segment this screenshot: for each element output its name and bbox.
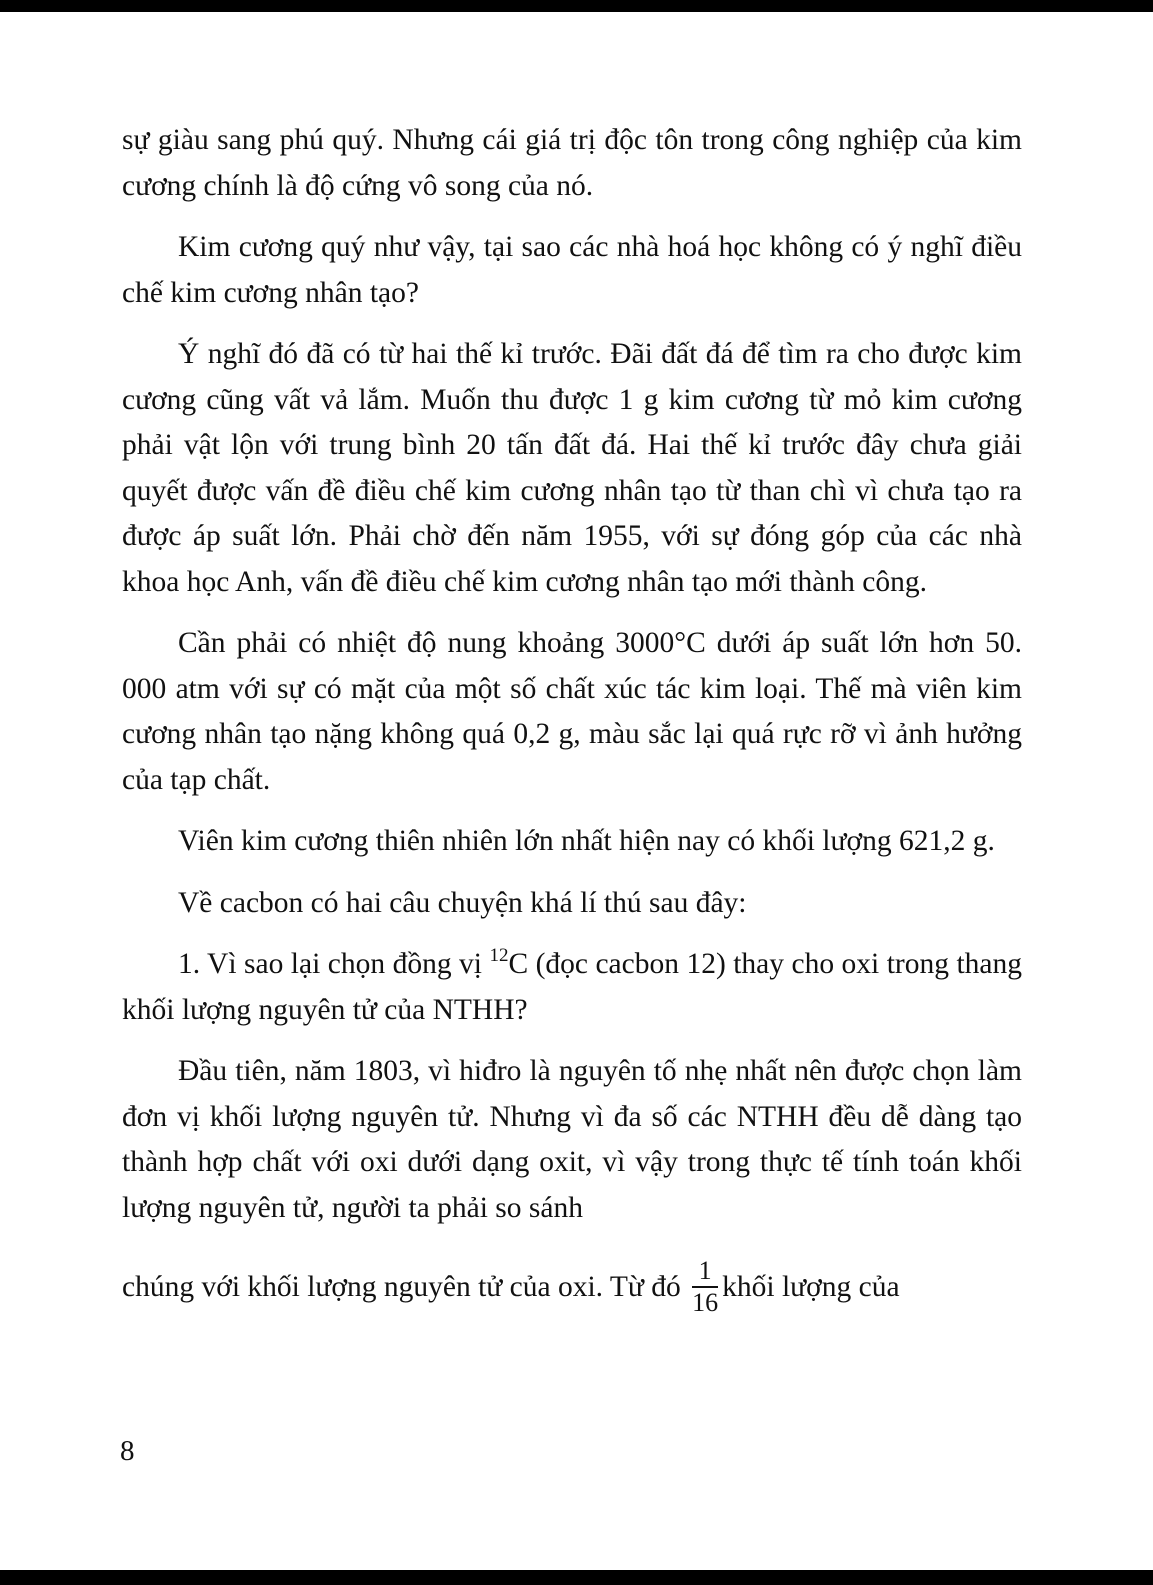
isotope-mass-number: 12 xyxy=(489,945,509,966)
page-number: 8 xyxy=(120,1435,135,1467)
paragraph-hydrogen-oxygen-history: Đầu tiên, năm 1803, vì hiđro là nguyên tố nhẹ nhất nên được chọn làm đơn vị khối lượng nguyên tử. Nhưng vì đa số các NTHH đều dễ dàng tạo thành hợp chất với oxi dưới dạng oxit, vì vậy trong thực tế tính toán khối lượng nguyên tử, người ta phải so sánh xyxy=(122,1055,1022,1224)
question-text-after: C (đọc cacbon 12) thay cho oxi trong thang khối lượng nguyên tử của NTHH? xyxy=(122,948,1022,1026)
paragraph-fraction-line xyxy=(122,1257,1022,1318)
paragraph-carbon-stories-intro: Về cacbon có hai câu chuyện khá lí thú sau đây: xyxy=(178,886,747,919)
scan-top-edge xyxy=(0,0,1153,12)
paragraph-largest-diamond: Viên kim cương thiên nhiên lớn nhất hiện nay có khối lượng 621,2 g. xyxy=(178,825,995,857)
paragraph-question-synthetic-diamond: Kim cương quý như vậy, tại sao các nhà hoá học không có ý nghĩ điều chế kim cương nhân tạo? xyxy=(122,231,1022,309)
question-text-before: 1. Vì sao lại chọn đồng vị xyxy=(178,948,490,980)
fraction-text-before: chúng với khối lượng nguyên tử của oxi. Từ đó xyxy=(122,1271,689,1303)
paragraph-synthesis-conditions: Cần phải có nhiệt độ nung khoảng 3000°C dưới áp suất lớn hơn 50. 000 atm với sự có mặt của một số chất xúc tác kim loại. Thế mà viên kim cương nhân tạo nặng không quá 0,2 g, màu sắc lại quá rực rỡ vì ảnh hưởng của tạp chất. xyxy=(122,627,1022,796)
fraction-text-after: khối lượng của xyxy=(722,1271,900,1303)
scan-bottom-edge xyxy=(0,1570,1153,1585)
paragraph-history-synthesis: Ý nghĩ đó đã có từ hai thế kỉ trước. Đãi đất đá để tìm ra cho được kim cương cũng vất vả lắm. Muốn thu được 1 g kim cương từ mỏ kim cương phải vật lộn với trung bình 20 tấn đất đá. Hai thế kỉ trước đây chưa giải quyết được vấn đề điều chế kim cương nhân tạo từ than chì vì chưa tạo ra được áp suất lớn. Phải chờ đến năm 1955, với sự đóng góp của các nhà khoa học Anh, vấn đề điều chế kim cương nhân tạo mới thành công. xyxy=(122,338,1022,598)
fraction-numerator: 1 xyxy=(692,1258,718,1288)
fraction-one-sixteenth xyxy=(692,1258,718,1316)
paragraph-continuation: sự giàu sang phú quý. Nhưng cái giá trị độc tôn trong công nghiệp của kim cương chính là độ cứng vô song của nó. xyxy=(122,124,1022,202)
fraction-denominator: 16 xyxy=(692,1288,719,1318)
book-page-text xyxy=(122,118,1022,1318)
paragraph-question-carbon-12 xyxy=(122,942,1022,1033)
